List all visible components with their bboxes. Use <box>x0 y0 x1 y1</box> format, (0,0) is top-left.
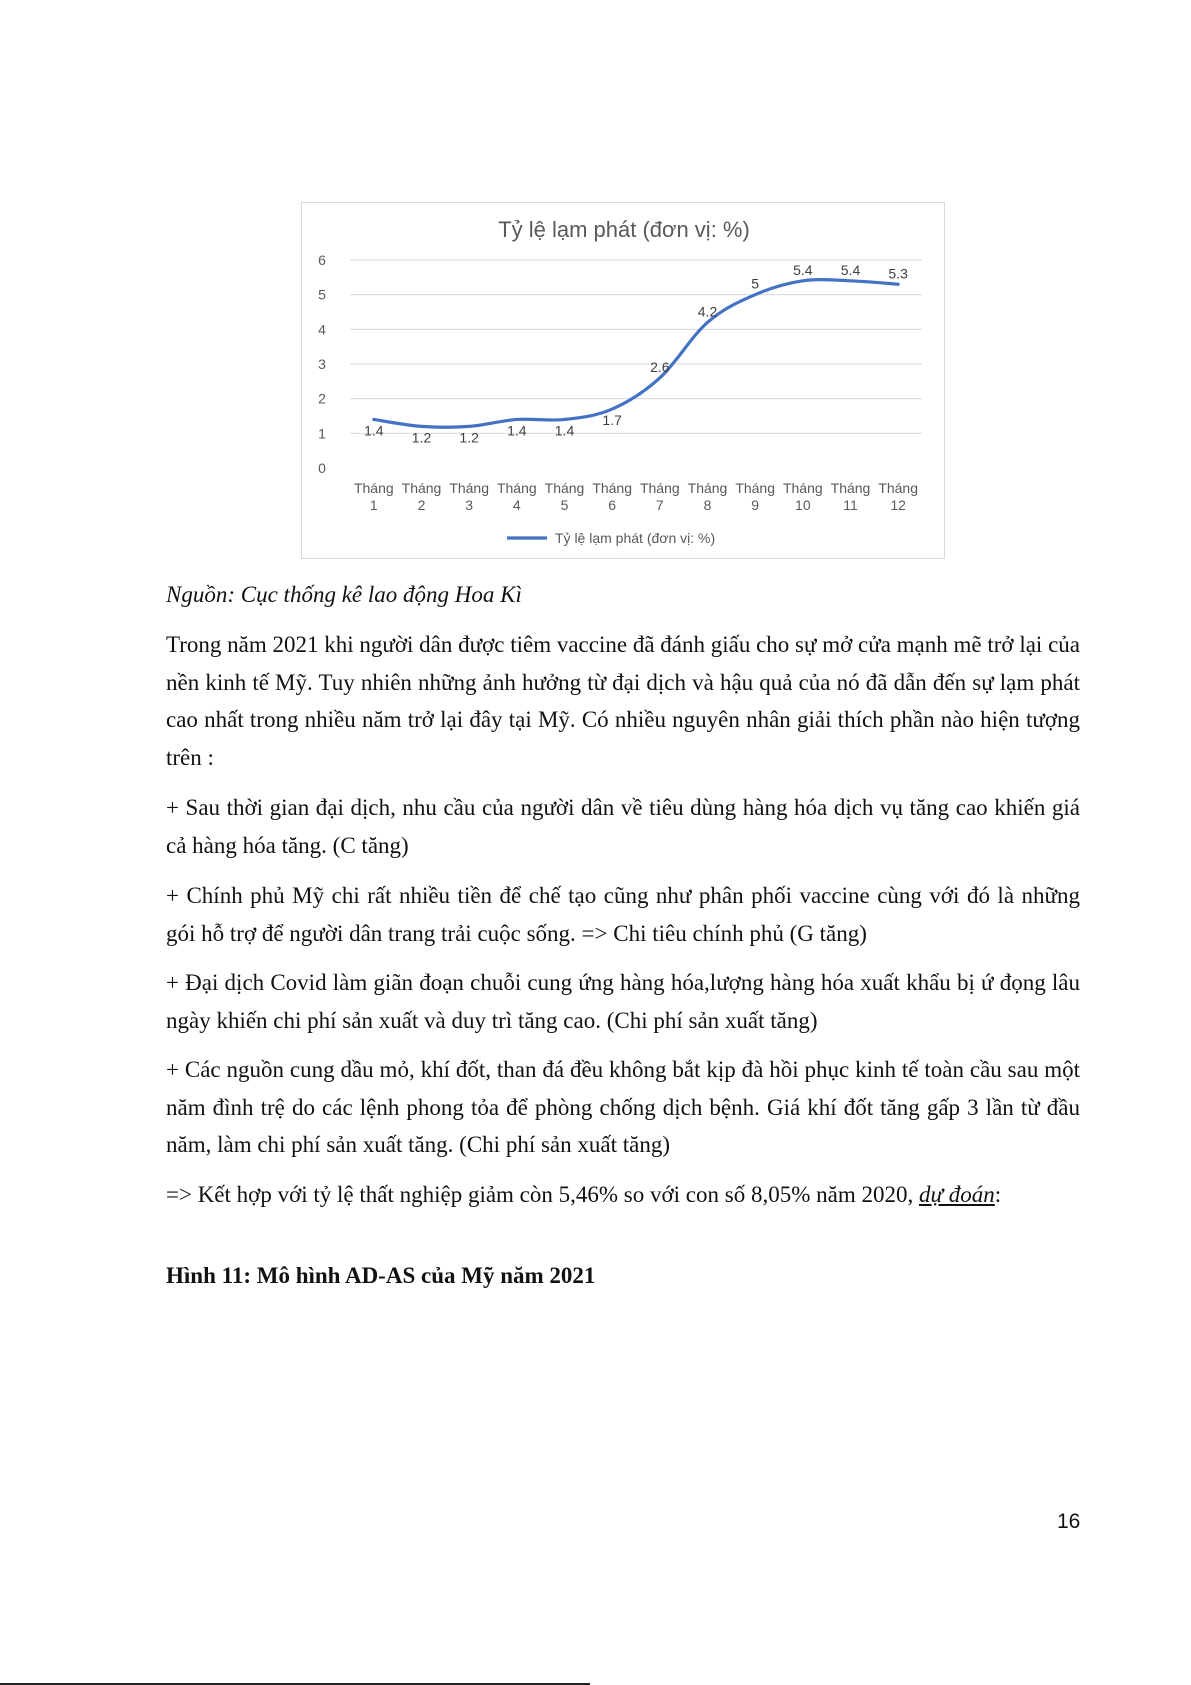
x-tick-label: 2 <box>417 497 426 513</box>
x-tick-label: 10 <box>795 497 811 513</box>
y-tick-label: 2 <box>318 390 326 407</box>
x-tick-label: Tháng <box>449 480 490 496</box>
x-tick-label: 9 <box>751 497 760 513</box>
x-tick-label: 8 <box>703 497 712 513</box>
data-label: 1.4 <box>507 422 527 439</box>
data-label: 4.2 <box>697 303 718 320</box>
x-tick-label: Tháng <box>592 480 633 496</box>
data-label: 5.3 <box>888 265 908 282</box>
x-tick-label: Tháng <box>735 480 776 496</box>
data-label: 5 <box>751 275 760 292</box>
x-tick-label: 11 <box>843 497 858 513</box>
conclusion-tail: : <box>994 1182 1002 1207</box>
x-tick-label: Tháng <box>639 480 680 496</box>
y-tick-label: 5 <box>318 286 326 303</box>
data-label: 1.7 <box>602 412 622 429</box>
conclusion-paragraph <box>166 1176 1080 1214</box>
x-tick-label: 7 <box>655 497 664 513</box>
figure-title: Hình 11: Mô hình AD-AS của Mỹ năm 2021 <box>166 1263 596 1288</box>
data-label: 5.4 <box>840 261 861 278</box>
y-tick-label: 3 <box>318 356 326 372</box>
chart-title: Tỷ lệ lạm phát (đơn vị: %) <box>498 217 750 242</box>
bullet-government-spending: + Chính phủ Mỹ chi rất nhiều tiền để chế tạo cũng như phân phối vaccine cùng với đó là những gói hỗ trợ để người dân trang trải cuộc sống. => Chi tiêu chính phủ (G tăng) <box>166 883 1080 946</box>
x-tick-label: Tháng <box>878 480 919 496</box>
page-number: 16 <box>1057 1510 1081 1533</box>
y-tick-label: 6 <box>318 252 326 268</box>
conclusion-lead: => Kết hợp với tỷ lệ thất nghiệp giảm còn 5,46% so với con số 8,05% năm 2020, <box>166 1182 919 1207</box>
x-tick-label: 12 <box>890 497 906 513</box>
inflation-chart <box>301 202 945 559</box>
data-label: 5.4 <box>793 261 813 278</box>
bullet-energy-supply: + Các nguồn cung dầu mỏ, khí đốt, than đá đều không bắt kịp đà hồi phục kinh tế toàn cầu sau một năm đình trệ do các lệnh phong tỏa để phòng chống dịch bệnh. Giá khí đốt tăng gấp 3 lần từ đầu năm, làm chi phí sản xuất tăng. (Chi phí sản xuất tăng) <box>166 1057 1080 1157</box>
y-tick-label: 1 <box>318 425 326 442</box>
data-label: 1.4 <box>364 422 384 439</box>
x-tick-label: Tháng <box>401 480 442 496</box>
x-tick-label: 1 <box>369 497 378 513</box>
bullet-supply-chain: + Đại dịch Covid làm giãn đoạn chuỗi cung ứng hàng hóa,lượng hàng hóa xuất khẩu bị ứ đọng lâu ngày khiến chi phí sản xuất và duy trì tăng cao. (Chi phí sản xuất tăng) <box>166 970 1080 1033</box>
x-tick-label: 6 <box>608 497 617 513</box>
y-tick-label: 4 <box>318 321 326 338</box>
y-tick-label: 0 <box>318 460 326 476</box>
data-label: 1.2 <box>459 429 479 446</box>
legend-label: Tỷ lệ lạm phát (đơn vị: %) <box>555 530 716 546</box>
x-tick-label: Tháng <box>687 480 728 496</box>
data-label: 2.6 <box>650 358 670 375</box>
series-line <box>374 280 898 428</box>
x-tick-label: Tháng <box>544 480 585 496</box>
data-label: 1.4 <box>554 422 575 439</box>
x-tick-label: 3 <box>465 497 474 513</box>
conclusion-link[interactable]: dự đoán <box>918 1182 995 1207</box>
x-tick-label: Tháng <box>496 480 537 496</box>
x-tick-label: 4 <box>512 497 521 513</box>
chart-canvas <box>302 203 946 560</box>
data-label: 1.2 <box>411 429 432 446</box>
chart-source: Nguồn: Cục thống kê lao động Hoa Kì <box>166 582 522 607</box>
intro-paragraph: Trong năm 2021 khi người dân được tiêm vaccine đã đánh giấu cho sự mở cửa mạnh mẽ trở lại của nền kinh tế Mỹ. Tuy nhiên những ảnh hưởng từ đại dịch và hậu quả của nó đã dẫn đến sự lạm phát cao nhất trong nhiều năm trở lại đây tại Mỹ. Có nhiều nguyên nhân giải thích phần nào hiện tượng trên : <box>166 632 1080 770</box>
bullet-consumption: + Sau thời gian đại dịch, nhu cầu của người dân về tiêu dùng hàng hóa dịch vụ tăng cao khiến giá cả hàng hóa tăng. (C tăng) <box>166 795 1080 858</box>
x-tick-label: Tháng <box>782 480 823 496</box>
x-tick-label: Tháng <box>830 480 871 496</box>
x-tick-label: Tháng <box>353 480 394 496</box>
x-tick-label: 5 <box>560 497 569 513</box>
